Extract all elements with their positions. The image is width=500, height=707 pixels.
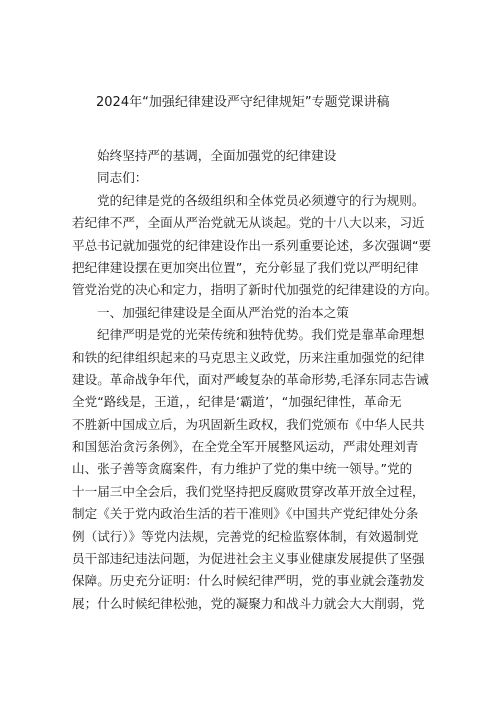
paragraph-line: 管党治党的决心和定力，指明了新时代加强党的纪律建设的方向。 <box>72 282 438 298</box>
paragraph-line: 员干部违纪违法问题，为促进社会主义事业健康发展提供了坚强 <box>72 551 425 567</box>
document-title: 2024年“加强纪律建设严守纪律规矩”专题党课讲稿 <box>96 95 390 110</box>
paragraph-line: 十一届三中全会后，我们党坚持把反腐败贯穿改革开放全过程， <box>72 483 425 499</box>
subsection-heading: 一、加强纪律建设是全面从严治党的治本之策 <box>97 304 349 320</box>
section-heading: 始终坚持严的基调，全面加强党的纪律建设 <box>97 148 337 163</box>
paragraph-line: 展；什么时候纪律松弛，党的凝聚力和战斗力就会大大削弱，党 <box>72 595 425 611</box>
salutation: 同志们： <box>97 170 148 186</box>
paragraph-line: 建设。革命战争年代，面对严峻复杂的革命形势,毛泽东同志告诫 <box>72 371 429 387</box>
paragraph-line: 平总书记就加强党的纪律建设作出一系列重要论述，多次强调“要 <box>72 237 432 253</box>
paragraph-line: 山、张子善等贪腐案件，有力维护了党的集中统一领导。”党的 <box>72 461 413 477</box>
paragraph-line: 例（试行）》等党内法规，完善党的纪检监察体制，有效遏制党 <box>72 528 419 544</box>
paragraph-line: 和国惩治贪污条例》，在全党全军开展整风运动，严肃处理刘青 <box>72 439 419 455</box>
paragraph-line: 保障。历史充分证明：什么时候纪律严明，党的事业就会蓬勃发 <box>72 573 425 589</box>
paragraph-line: 若纪律不严，全面从严治党就无从谈起。党的十八大以来，习近 <box>72 215 425 231</box>
paragraph-line: 制定《关于党内政治生活的若干准则》《中国共产党纪律处分条 <box>72 506 419 522</box>
paragraph-line: 和铁的纪律组织起来的马克思主义政党，历来注重加强党的纪律 <box>72 349 425 365</box>
paragraph-line: 把纪律建设摆在更加突出位置”，充分彰显了我们党以严明纪律 <box>72 259 419 275</box>
paragraph-line: 全党“路线是，王道，，纪律是‘霸道’，“加强纪律性，革命无 <box>72 394 402 410</box>
paragraph-line: 不胜新中国成立后，为巩固新生政权，我们党颁布《中华人民共 <box>72 416 425 432</box>
document-body <box>72 145 442 615</box>
paragraph-line: 纪律严明是党的光荣传统和独特优势。我们党是靠革命理想 <box>97 327 425 343</box>
paragraph-line: 党的纪律是党的各级组织和全体党员必须遵守的行为规则。 <box>97 192 425 208</box>
